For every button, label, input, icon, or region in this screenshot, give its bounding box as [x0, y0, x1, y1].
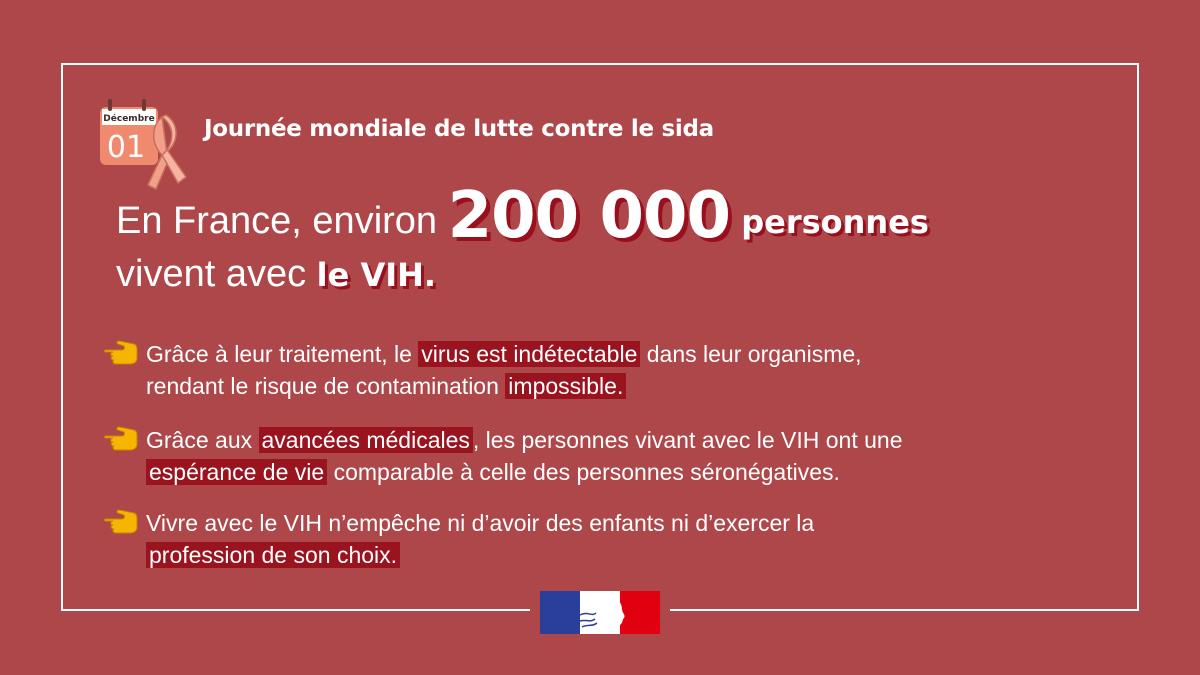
bullet2-text2: , les personnes vivant avec le VIH ont une	[472, 427, 903, 453]
bullet3-text1: Vivre avec le VIH n’empêche ni d’avoir des enfants ni d’exercer la	[146, 510, 815, 536]
bullet3-highlight1: profession de son choix.	[146, 542, 400, 568]
headline	[116, 179, 929, 305]
headline-number: 200 000	[447, 179, 731, 253]
bullet1-text3: rendant le risque de contamination	[146, 373, 506, 399]
pointing-hand-icon	[104, 426, 138, 452]
calendar-month: Décembre	[103, 114, 155, 124]
bullet2-highlight2: espérance de vie	[146, 459, 327, 485]
page-title: Journée mondiale de lutte contre le sida	[204, 116, 714, 142]
bullet1-text1: Grâce à leur traitement, le	[146, 341, 419, 367]
marianne-logo	[540, 591, 660, 634]
headline-line2	[116, 244, 929, 305]
bullet1-highlight1: virus est indétectable	[418, 341, 640, 367]
bullet1-highlight2: impossible.	[505, 373, 626, 399]
pointing-hand-icon	[104, 509, 138, 535]
bullet2-highlight1: avancées médicales	[259, 427, 473, 453]
calendar-icon	[96, 97, 192, 193]
pointing-hand-icon	[104, 340, 138, 366]
headline-part4: le VIH.	[316, 256, 437, 294]
bullet2-text3: comparable à celle des personnes séronégatives.	[327, 459, 840, 485]
bullet1-text2: dans leur organisme,	[640, 341, 862, 367]
headline-part1: En France, environ	[116, 200, 448, 242]
headline-part2: personnes	[730, 203, 929, 241]
headline-part3: vivent avec	[116, 253, 317, 295]
calendar-day: 01	[106, 130, 146, 165]
bullet2-text1: Grâce aux	[146, 427, 259, 453]
